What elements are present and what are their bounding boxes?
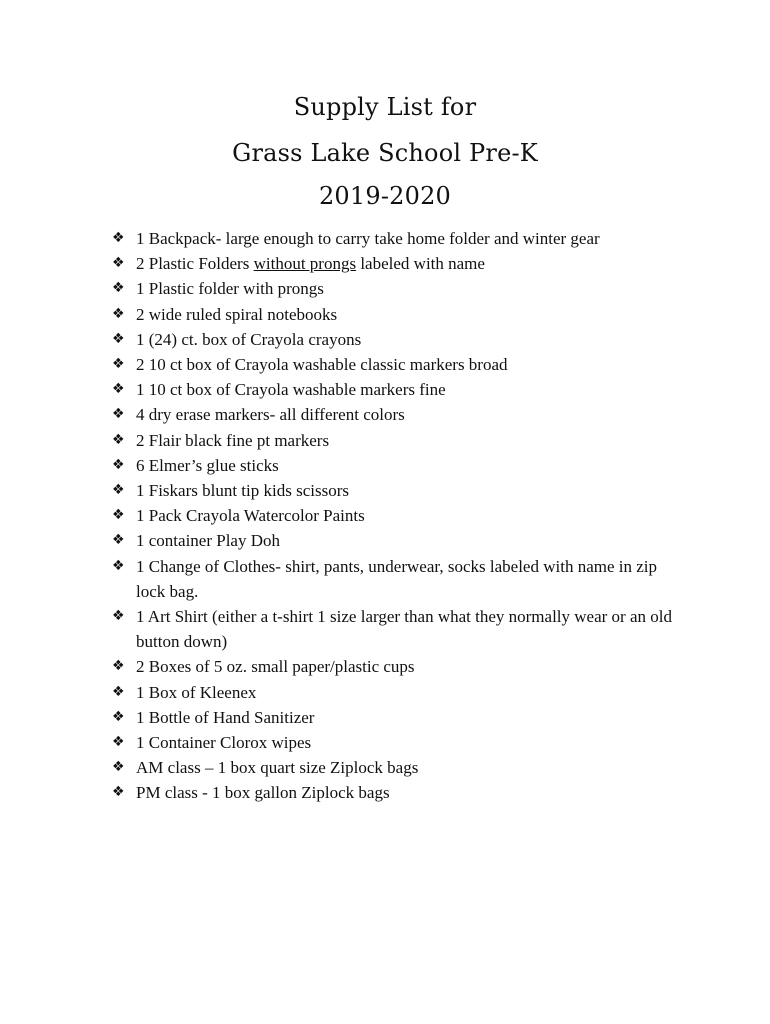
list-item xyxy=(112,528,682,553)
diamond-bullet-icon: ❖ xyxy=(112,381,125,398)
underlined-text: without prongs xyxy=(253,254,357,274)
list-item-text: 1 Change of Clothes- shirt, pants, underwear, socks labeled with name in zip lock bag. xyxy=(136,556,657,601)
list-item xyxy=(112,478,682,503)
diamond-bullet-icon: ❖ xyxy=(112,683,125,700)
list-item-text: 1 10 ct box of Crayola washable markers fine xyxy=(136,380,446,400)
list-item-text: 4 dry erase markers- all different colors xyxy=(136,405,405,425)
list-item xyxy=(112,276,682,301)
diamond-bullet-icon: ❖ xyxy=(112,280,125,297)
list-item-text: labeled with name xyxy=(356,254,485,274)
page-title-line-3: 2019-2020 xyxy=(318,182,452,210)
list-item-text: 1 Pack Crayola Watercolor Paints xyxy=(136,506,365,526)
list-item-text: 2 wide ruled spiral notebooks xyxy=(136,304,338,324)
diamond-bullet-icon: ❖ xyxy=(112,406,125,423)
list-item xyxy=(112,352,682,377)
list-item xyxy=(112,428,682,453)
list-item xyxy=(112,705,682,730)
diamond-bullet-icon: ❖ xyxy=(112,658,125,675)
diamond-bullet-icon: ❖ xyxy=(112,431,125,448)
list-item xyxy=(112,302,682,327)
diamond-bullet-icon: ❖ xyxy=(112,784,125,801)
diamond-bullet-icon: ❖ xyxy=(112,759,125,776)
list-item-text: 1 Backpack- large enough to carry take home folder and winter gear xyxy=(136,229,600,248)
diamond-bullet-icon: ❖ xyxy=(112,330,125,347)
list-item xyxy=(112,604,682,654)
supply-list xyxy=(112,226,682,806)
list-item xyxy=(112,377,682,402)
list-item-text: PM class - 1 box gallon Ziplock bags xyxy=(136,783,390,803)
list-item xyxy=(112,755,682,780)
list-item-text: 1 Container Clorox wipes xyxy=(136,733,312,753)
list-item xyxy=(112,226,682,251)
diamond-bullet-icon: ❖ xyxy=(112,356,125,373)
list-item-text: 2 Flair black fine pt markers xyxy=(136,430,330,450)
diamond-bullet-icon: ❖ xyxy=(112,456,125,473)
list-item-text: 2 10 ct box of Crayola washable classic markers broad xyxy=(136,355,508,375)
list-item xyxy=(112,402,682,427)
list-item-text: 2 Boxes of 5 oz. small paper/plastic cups xyxy=(136,657,415,677)
list-item-text: AM class – 1 box quart size Ziplock bags xyxy=(136,758,419,778)
list-item-text: 2 Plastic Folders xyxy=(136,254,254,274)
diamond-bullet-icon: ❖ xyxy=(112,482,125,499)
list-item xyxy=(112,654,682,679)
list-item xyxy=(112,554,682,604)
diamond-bullet-icon: ❖ xyxy=(112,608,125,625)
list-item-text: 1 Plastic folder with prongs xyxy=(136,279,324,299)
diamond-bullet-icon: ❖ xyxy=(112,734,125,751)
diamond-bullet-icon: ❖ xyxy=(112,708,125,725)
list-item-text: 1 Box of Kleenex xyxy=(136,682,257,702)
list-item-text: 6 Elmer’s glue sticks xyxy=(136,455,279,475)
list-item xyxy=(112,780,682,805)
list-item xyxy=(112,251,682,276)
list-item xyxy=(112,680,682,705)
list-item-text: 1 (24) ct. box of Crayola crayons xyxy=(136,329,362,349)
diamond-bullet-icon: ❖ xyxy=(112,507,125,524)
diamond-bullet-icon: ❖ xyxy=(112,557,125,574)
diamond-bullet-icon: ❖ xyxy=(112,230,125,246)
list-item xyxy=(112,503,682,528)
list-item xyxy=(112,453,682,478)
list-item xyxy=(112,327,682,352)
page-title-line-1: Supply List for xyxy=(293,93,477,121)
list-item-text: 1 Bottle of Hand Sanitizer xyxy=(136,707,315,727)
list-item-text: 1 container Play Doh xyxy=(136,531,280,551)
list-item xyxy=(112,730,682,755)
diamond-bullet-icon: ❖ xyxy=(112,532,125,549)
list-item-text: 1 Art Shirt (either a t-shirt 1 size larger than what they normally wear or an old button down) xyxy=(136,607,672,652)
list-item-text: 1 Fiskars blunt tip kids scissors xyxy=(136,481,349,501)
diamond-bullet-icon: ❖ xyxy=(112,305,125,322)
diamond-bullet-icon: ❖ xyxy=(112,255,125,272)
page-title-line-2: Grass Lake School Pre-K xyxy=(232,139,538,167)
